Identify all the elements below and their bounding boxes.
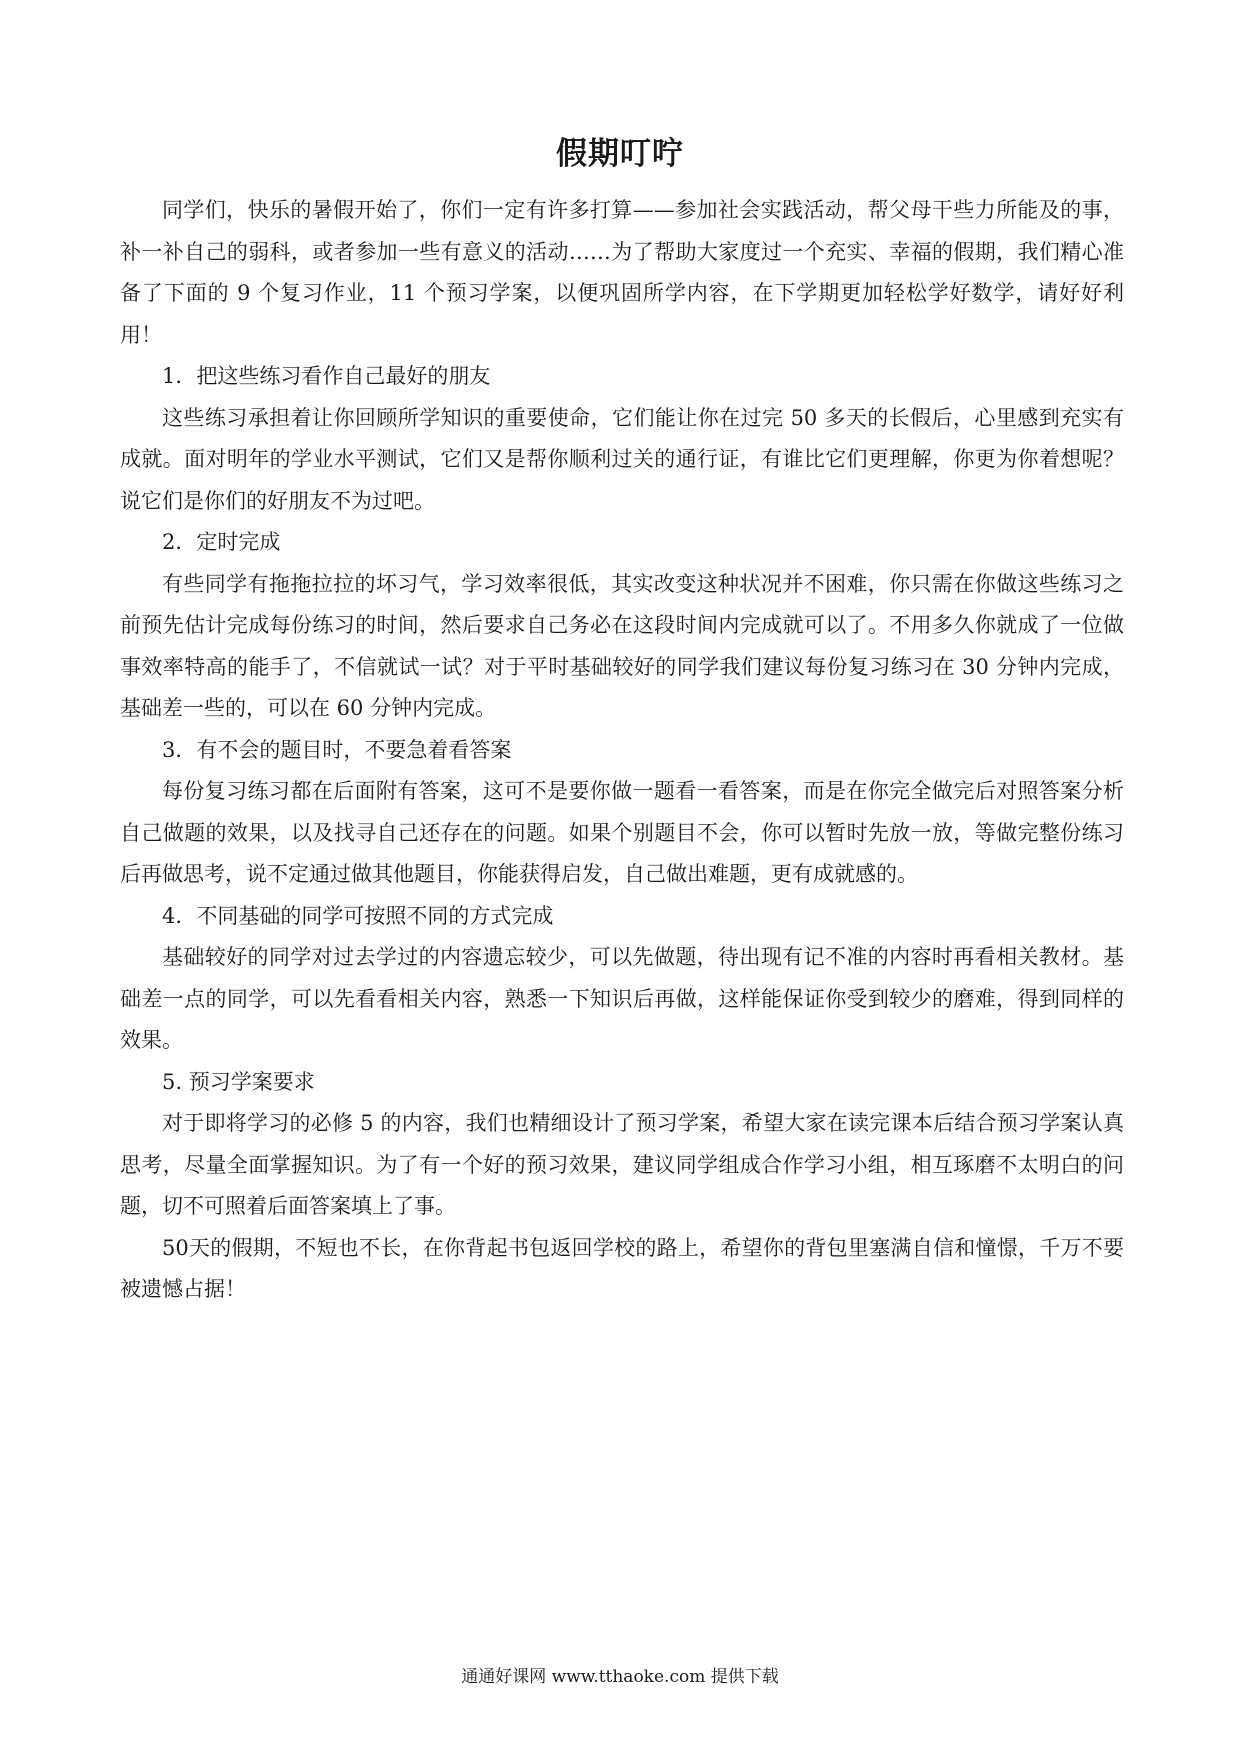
section-heading-4: 4．不同基础的同学可按照不同的方式完成 (162, 903, 554, 928)
section-paragraph-1: 这些练习承担着让你回顾所学知识的重要使命，它们能让你在过完 50 多天的长假后，心里感到充实有成就。面对明年的学业水平测试，它们又是帮你顺利过关的通行证，有谁比它们更理解，你更为你着想呢？说它们是你们的好朋友不为过吧。 (120, 405, 1124, 513)
section-heading-3: 3．有不会的题目时，不要急着看答案 (162, 737, 512, 762)
section-heading-1: 1．把这些练习看作自己最好的朋友 (162, 364, 491, 388)
section-paragraph-4: 基础较好的同学对过去学过的内容遗忘较少，可以先做题，待出现有记不准的内容时再看相关教材。基础差一点的同学，可以先看看相关内容，熟悉一下知识后再做，这样能保证你受到较少的磨难，得到同样的效果。 (120, 945, 1124, 1052)
closing-paragraph: 50天的假期，不短也不长，在你背起书包返回学校的路上，希望你的背包里塞满自信和憧憬，千万不要被遗憾占据！ (120, 1235, 1124, 1301)
intro-paragraph: 同学们，快乐的暑假开始了，你们一定有许多打算——参加社会实践活动，帮父母干些力所能及的事，补一补自己的弱科，或者参加一些有意义的活动……为了帮助大家度过一个充实、幸福的假期，我们精心准备了下面的 9 个复习作业，11 个预习学案，以便巩固所学内容，在下学期更加轻松学好数学，请好好利用！ (120, 198, 1124, 347)
section-heading-5: 5. 预习学案要求 (162, 1069, 315, 1094)
page-title: 假期叮咛 (556, 136, 684, 172)
document-body (120, 190, 1124, 1311)
section-paragraph-2: 有些同学有拖拖拉拉的坏习气，学习效率很低，其实改变这种状况并不困难，你只需在你做这些练习之前预先估计完成每份练习的时间，然后要求自己务必在这段时间内完成就可以了。不用多久你就成了一位做事效率特高的能手了，不信就试一试？对于平时基础较好的同学我们建议每份复习练习在 30 分钟内完成，基础差一些的，可以在 60 分钟内完成。 (120, 571, 1124, 720)
section-paragraph-5: 对于即将学习的必修 5 的内容，我们也精细设计了预习学案，希望大家在读完课本后结合预习学案认真思考，尽量全面掌握知识。为了有一个好的预习效果，建议同学组成合作学习小组，相互琢磨不太明白的问题，切不可照着后面答案填上了事。 (120, 1111, 1124, 1218)
section-heading-2: 2．定时完成 (162, 530, 281, 554)
section-paragraph-3: 每份复习练习都在后面附有答案，这可不是要你做一题看一看答案，而是在你完全做完后对照答案分析自己做题的效果，以及找寻自己还存在的问题。如果个别题目不会，你可以暂时先放一放，等做完整份练习后再做思考，说不定通过做其他题目，你能获得启发，自己做出难题，更有成就感的。 (120, 779, 1124, 886)
page-footer: 通通好课网 www.tthaoke.com 提供下载 (461, 1667, 779, 1687)
